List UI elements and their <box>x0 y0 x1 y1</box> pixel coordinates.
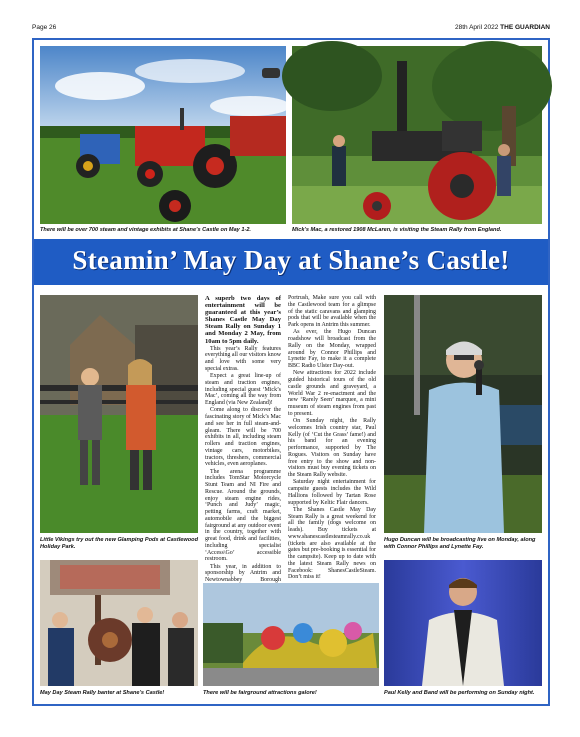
tractors-image <box>40 46 286 224</box>
article-paragraph: Come along to discover the fascinating story of Mick’s Mac and see her in full steam-and-gleam. There will be 700 exhibits in all, including steam rollers and traction engines, vintage cars, motorbikes, tractors, threshers, commercial vehicles, even aeroplanes. <box>205 407 281 468</box>
caption-micks-mac: Mick’s Mac, a restored 1908 McLaren, is visiting the Steam Rally from England. <box>292 227 502 233</box>
article-paragraph: Saturday night entertainment for campsite guests includes the Wild Hallions followed by Tartan Rose supported by Keltic Flair dancers. <box>288 479 376 506</box>
vikings-image <box>40 295 198 533</box>
paul-kelly-photo <box>384 560 542 686</box>
article-paragraph: On Sunday night, the Rally welcomes Irish country star, Paul Kelly (of ‘Cut the Grass’ fame!) and his band for an evening performance, supported by The Rogues. Visitors on Sunday have free entry to the show and non-visitors must buy evening tickets on the Steam Rally website. <box>288 418 376 478</box>
article-paragraph: This year’s Rally features everything all our visitors know and love with some very special extras. <box>205 345 281 372</box>
fairground-image <box>203 583 379 686</box>
article-paragraph: New attractions for 2022 include guided historical tours of the old castle grounds and graveyard, a World War 2 re-enactment and the new ‘Rarely Seen’ marquee, a mini museum of steam engines from past to present. <box>288 370 376 417</box>
hugo-duncan-photo <box>384 295 542 533</box>
micks-mac-image <box>292 46 542 224</box>
headline-banner <box>34 239 548 285</box>
article-paragraph: The Shanes Castle May Day Steam Rally is a great weekend for all the family (dogs welcome on leads). Buy tickets at www.shanescastlesteamrally.co.uk (tickets are also available at the gates but pre-booking is essential for the campsite). Keep up to date with the latest Steam Rally news on Facebook: ShanesCastleSteam. Don’t miss it! <box>288 506 376 581</box>
article-paragraph: The arena programme includes TomStar Motorcycle Stunt Team and NI Fire and Rescue. Around the grounds, enjoy steam engine rides, ‘Punch and Judy’ magic, petting farms, craft market, automobile and the biggest fairground at any outdoor event in the country, together with great food, drink and facilities, including specialist ‘Access\Go’ accessible restroom. <box>205 468 281 563</box>
issue-date <box>455 24 550 31</box>
article-paragraph: Portrush, Make sure you call with the Castlewood team for a glimpse of the static caravans and glamping pods that will be available when the Park opens in Antrim this summer. <box>288 295 376 328</box>
caption-paul-kelly: Paul Kelly and Band will be performing on Sunday night. <box>384 690 535 696</box>
article-column-2 <box>288 295 376 580</box>
micks-mac-photo <box>292 46 542 224</box>
caption-tractors: There will be over 700 steam and vintage exhibits at Shane’s Castle on May 1-2. <box>40 227 251 233</box>
page-header <box>32 24 550 34</box>
hugo-duncan-image <box>384 295 542 533</box>
headline: Steamin’ May Day at Shane’s Castle! <box>72 245 510 275</box>
vikings-photo <box>40 295 198 533</box>
article-column-1 <box>205 295 281 584</box>
article-lead-paragraph: A superb two days of entertainment will be guaranteed at this year’s Shanes Castle May Day Steam Rally on Sunday 1 and Monday 2 May, from 10am to 5pm daily. <box>205 295 281 345</box>
article-paragraph: This year, in addition to sponsorship by Antrim and Newtownabbey Borough <box>205 563 281 584</box>
caption-fairground: There will be fairground attractions galore! <box>203 690 317 696</box>
caption-banter: May Day Steam Rally banter at Shane’s Castle! <box>40 690 165 696</box>
banter-photo <box>40 560 198 686</box>
article-paragraph: Expect a great line-up of steam and traction engines, including special guest ‘Mick’s Mac’, coming all the way from England (via New Zealand)! <box>205 373 281 407</box>
issue-date-text: 28th April 2022 <box>454 24 499 31</box>
fairground-photo <box>203 583 379 686</box>
publication-name: THE GUARDIAN <box>500 24 550 31</box>
banter-image <box>40 560 198 686</box>
paul-kelly-image <box>384 560 542 686</box>
caption-hugo-duncan: Hugo Duncan will be broadcasting live on Monday, along with Connor Phillips and Lynette Fay. <box>384 537 536 550</box>
caption-vikings: Little Vikings try out the new Glamping Pods at Castlewood Holiday Park. <box>40 537 198 550</box>
page-number: Page 26 <box>32 24 57 31</box>
tractors-photo <box>40 46 286 224</box>
article-paragraph: As ever, the Hugo Duncan roadshow will broadcast from the Rally on the Monday, wrapped around by Connor Phillips and Lynette Fay, to make it a complete BBC Radio Ulster Day-out. <box>288 329 376 369</box>
